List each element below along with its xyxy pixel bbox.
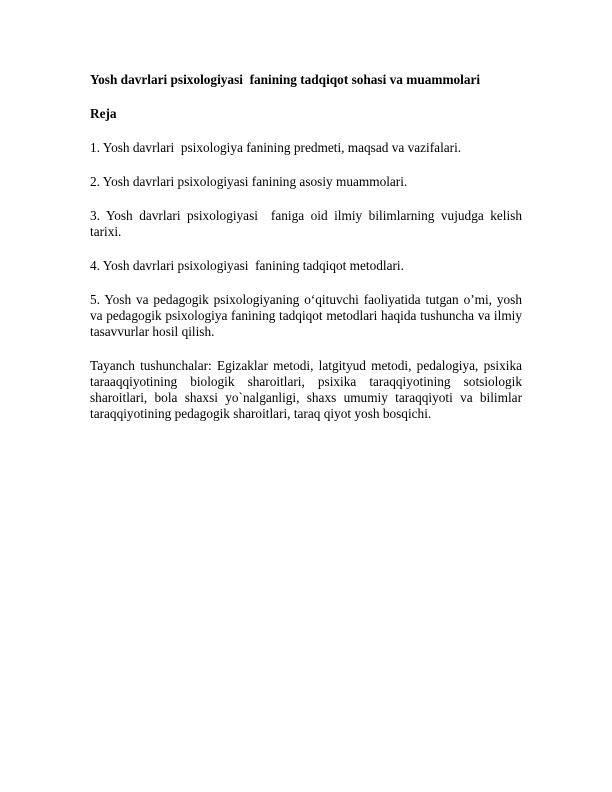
plan-heading: Reja xyxy=(90,106,117,121)
plan-item-1: 1. Yosh davrlari psixologiya fanining predmeti, maqsad va vazifalari. xyxy=(90,140,462,155)
plan-item-4: 4. Yosh davrlari psixologiyasi fanining tadqiqot metodlari. xyxy=(90,258,404,273)
plan-item-5: 5. Yosh va pedagogik psixologiyaning o‘qituvchi faoliyatida tutgan o’mi, yosh va pedagogik psixologiya fanining tadqiqot metodlari haqida tushuncha va ilmiy tasavvurlar hosil qilish. xyxy=(90,292,526,339)
plan-item-2: 2. Yosh davrlari psixologiyasi fanining asosiy muammolari. xyxy=(90,174,408,189)
plan-item-3: 3. Yosh davrlari psixologiyasi faniga oid ilmiy bilimlarning vujudga kelish tarixi. xyxy=(90,208,526,239)
document-body xyxy=(90,72,526,440)
key-concepts-paragraph: Tayanch tushunchalar: Egizaklar metodi, latgityud metodi, pedalogiya, psixika taraaqqiyotining biologik sharoitlari, psixika taraqqiyotining sotsiologik sharoitlari, bola shaxsi yo`nalganligi, shaxs umumiy taraqqiyoti va bilimlar taraqqiyotining pedagogik sharoitlari, taraq qiyot yosh bosqichi. xyxy=(90,358,526,421)
document-title: Yosh davrlari psixologiyasi fanining tadqiqot sohasi va muammolari xyxy=(90,72,481,87)
